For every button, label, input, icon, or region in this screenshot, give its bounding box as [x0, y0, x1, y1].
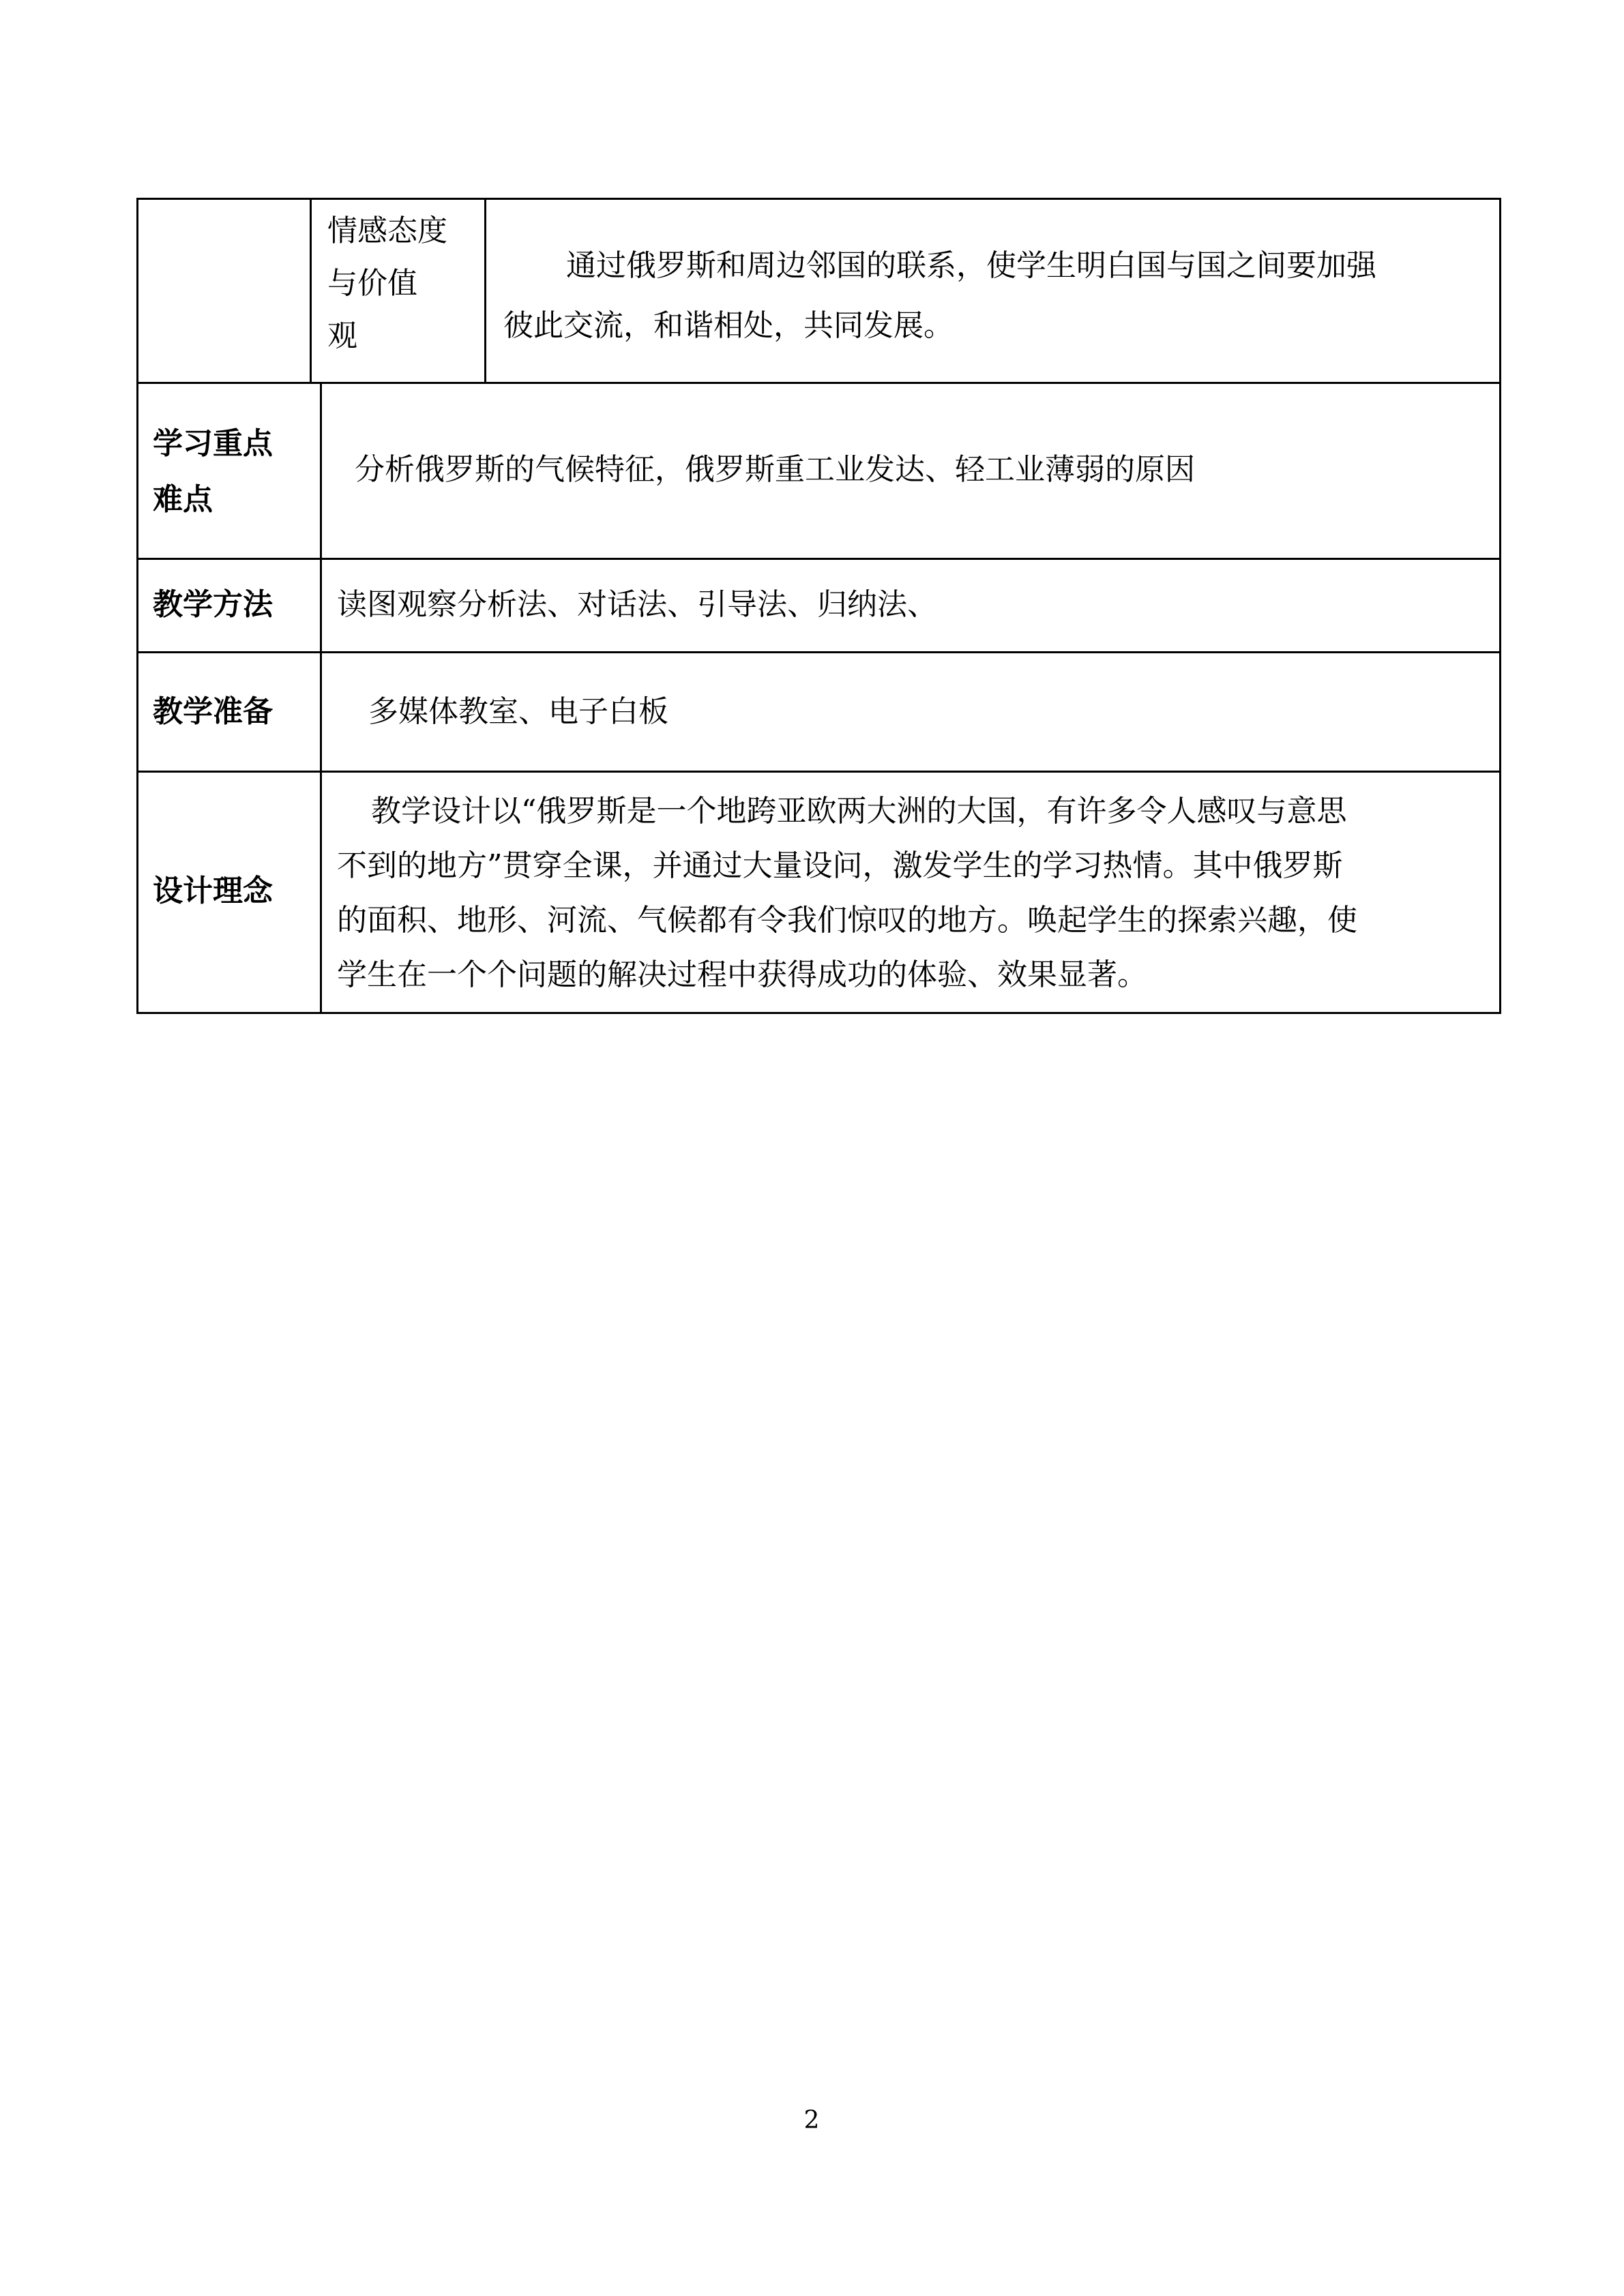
column-divider	[320, 383, 322, 1014]
row-divider	[136, 651, 1501, 653]
column-divider-first-row	[310, 198, 312, 382]
sublabel-line: 观	[327, 318, 357, 353]
table-right-border	[1499, 198, 1501, 1014]
row-divider	[136, 771, 1501, 773]
column-divider-sub	[484, 198, 486, 382]
content-line: 彼此交流，和谐相处，共同发展。	[503, 308, 954, 343]
content-cell	[337, 784, 1490, 1002]
content-line: 不到的地方”贯穿全课，并通过大量设问，激发学生的学习热情。其中俄罗斯	[337, 848, 1343, 883]
sublabel-line: 情感态度	[327, 213, 447, 248]
content-cell	[503, 236, 1486, 356]
label-cell-empty	[138, 200, 310, 382]
row-label-line: 难点	[153, 482, 213, 517]
content-cell	[368, 685, 1487, 739]
row-label: 设计理念	[153, 874, 273, 908]
row-divider	[136, 382, 1501, 384]
page-number: 2	[803, 2106, 820, 2134]
content-line: 的面积、地形、河流、气候都有令我们惊叹的地方。唤起学生的探索兴趣，使	[337, 903, 1357, 938]
sublabel-line: 与价值	[327, 266, 417, 301]
label-cell	[153, 865, 316, 918]
content-cell	[355, 443, 1487, 496]
row-divider	[136, 558, 1501, 560]
row-label: 教学方法	[153, 587, 273, 622]
content-line: 教学设计以“俄罗斯是一个地跨亚欧两大洲的大国，有许多令人感叹与意思	[371, 794, 1347, 829]
sublabel-cell	[327, 205, 484, 382]
row-label-line: 学习重点	[153, 426, 273, 461]
content-line: 通过俄罗斯和周边邻国的联系，使学生明白国与国之间要加强	[566, 248, 1376, 283]
content-cell	[337, 578, 1483, 631]
content-line: 学生在一个个问题的解决过程中获得成功的体验、效果显著。	[337, 957, 1147, 992]
row-label: 教学准备	[153, 694, 273, 729]
label-cell	[153, 685, 316, 739]
label-cell	[153, 578, 316, 631]
table-top-border	[136, 198, 1501, 200]
content-text: 多媒体教室、电子白板	[368, 694, 668, 729]
label-cell	[153, 416, 316, 528]
content-text: 读图观察分析法、对话法、引导法、归纳法、	[337, 587, 937, 622]
table-bottom-border	[136, 1012, 1501, 1014]
content-text: 分析俄罗斯的气候特征，俄罗斯重工业发达、轻工业薄弱的原因	[355, 452, 1195, 487]
